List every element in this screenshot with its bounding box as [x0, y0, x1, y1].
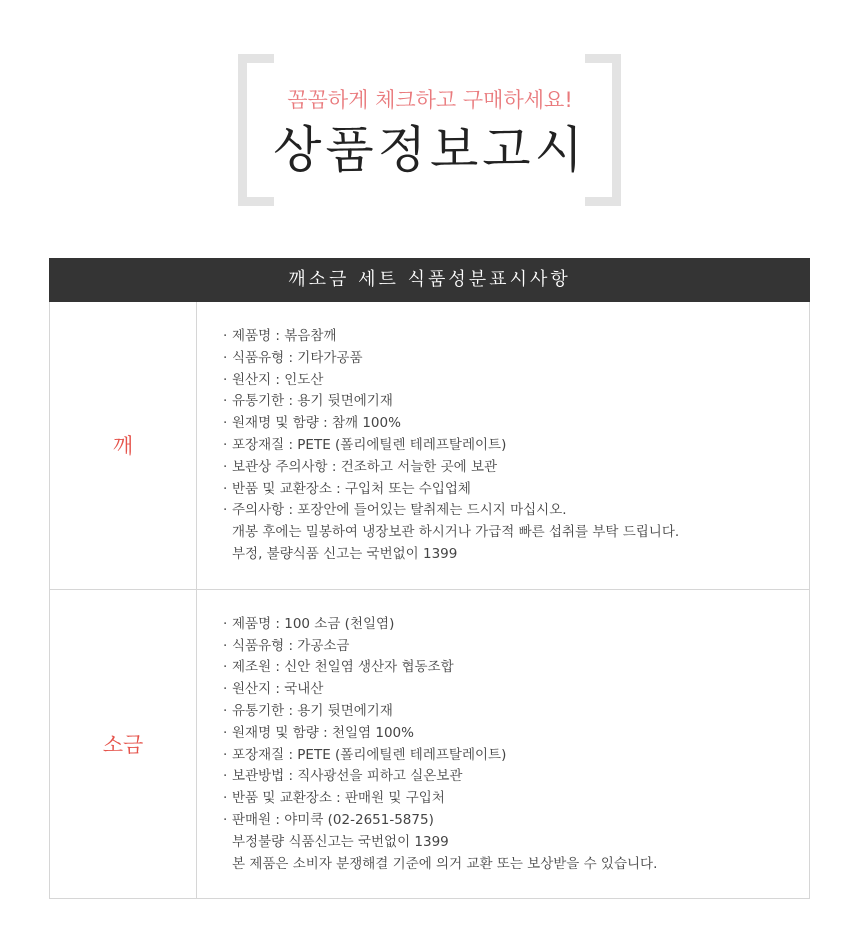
table-row-salt: [50, 589, 809, 899]
row-content: [197, 302, 809, 589]
info-line: · 반품 및 교환장소 : 구입처 또는 수입업체: [223, 480, 471, 497]
info-line: · 반품 및 교환장소 : 판매원 및 구입처: [223, 790, 445, 807]
info-note-line: 부정불량 식품신고는 국번없이 1399: [232, 833, 449, 850]
info-note-line: 부정, 불량식품 신고는 국번없이 1399: [232, 545, 458, 562]
info-line: · 보관방법 : 직사광선을 피하고 실온보관: [223, 768, 463, 785]
table-header: 깨소금 세트 식품성분표시사항: [49, 258, 810, 302]
row-content: [197, 590, 809, 899]
info-line: · 주의사항 : 포장안에 들어있는 탈취제는 드시지 마십시오.: [223, 502, 567, 519]
info-line: · 원재명 및 함량 : 참깨 100%: [223, 415, 401, 432]
info-line: · 원산지 : 국내산: [223, 681, 324, 698]
info-line: · 식품유형 : 가공소금: [223, 637, 350, 654]
info-line: · 판매원 : 야미쿡 (02-2651-5875): [223, 811, 434, 828]
info-line: · 제품명 : 볶음참깨: [223, 328, 337, 344]
info-line: · 원재명 및 함량 : 천일염 100%: [223, 724, 414, 741]
info-line: · 제조원 : 신안 천일염 생산자 협동조합: [223, 659, 454, 676]
row-label: 소금: [50, 590, 197, 899]
info-line: · 원산지 : 인도산: [223, 371, 324, 388]
info-line: · 유통기한 : 용기 뒷면에기재: [223, 393, 393, 410]
info-line: · 제품명 : 100 소금 (천일염): [223, 615, 395, 632]
row-label: 깨: [50, 302, 197, 589]
info-line: · 식품유형 : 기타가공품: [223, 349, 363, 366]
info-line: · 보관상 주의사항 : 건조하고 서늘한 곳에 보관: [223, 458, 498, 475]
nutrition-info-table: [49, 258, 810, 899]
info-line: · 유통기한 : 용기 뒷면에기재: [223, 702, 393, 719]
info-line: · 포장재질 : PETE (폴리에틸렌 테레프탈레이트): [223, 436, 507, 453]
banner-subtitle: 꼼꼼하게 체크하고 구매하세요!: [287, 88, 573, 112]
info-note-line: 개봉 후에는 밀봉하여 냉장보관 하시거나 가급적 빠른 섭취를 부탁 드립니다.: [232, 524, 680, 541]
table-row-sesame: [50, 302, 809, 589]
info-note-line: 본 제품은 소비자 분쟁해결 기준에 의거 교환 또는 보상받을 수 있습니다.: [232, 855, 658, 872]
info-line: · 포장재질 : PETE (폴리에틸렌 테레프탈레이트): [223, 746, 507, 763]
page-title: 상품정보고시: [273, 121, 587, 179]
